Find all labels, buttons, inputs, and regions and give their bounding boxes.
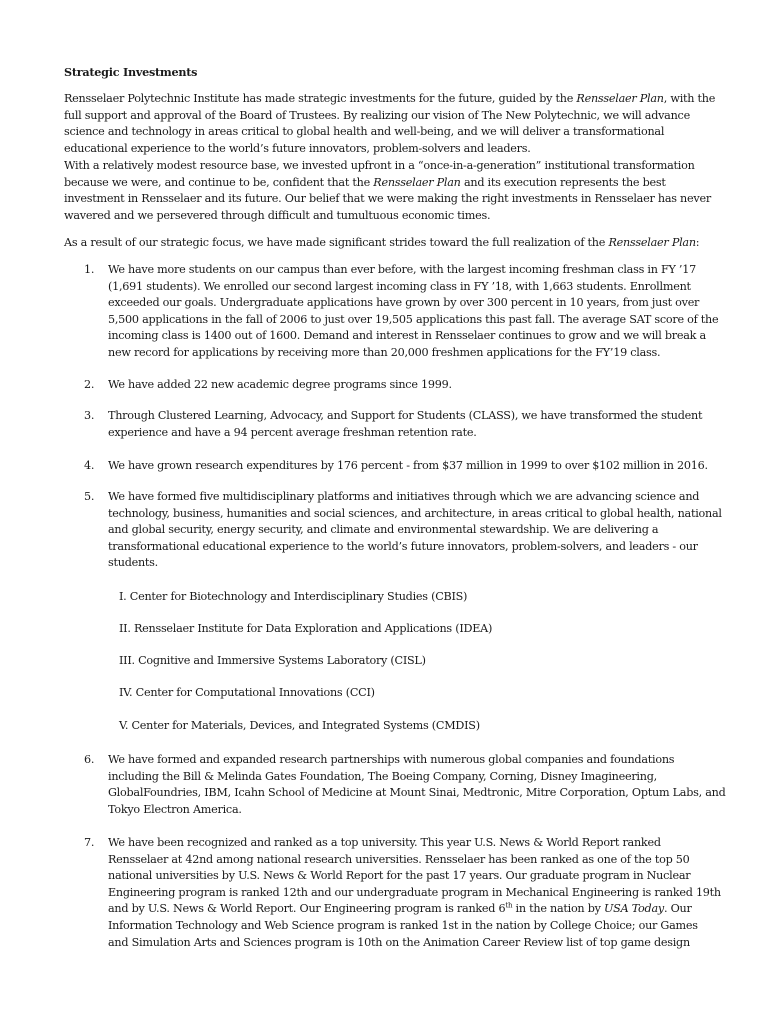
list-item-number: 4. bbox=[84, 459, 95, 472]
list-item-number: 2. bbox=[84, 378, 95, 391]
list-item-number: 5. bbox=[84, 490, 95, 503]
resource-line-1: With a relatively modest resource base, we invested upfront in a “once-in-a-generation” institutional transformation bbox=[64, 159, 695, 172]
platform-item: I. Center for Biotechnology and Interdisciplinary Studies (CBIS) bbox=[119, 590, 468, 603]
platform-item: IV. Center for Computational Innovations (CCI) bbox=[119, 686, 375, 699]
resource-line-2: because we were, and continue to be, confident that the Rensselaer Plan and its execution represents the best bbox=[64, 175, 666, 189]
list-item-number: 7. bbox=[84, 836, 95, 849]
intro-paragraph bbox=[64, 91, 716, 157]
resource-paragraph bbox=[64, 158, 711, 224]
list-item-number: 6. bbox=[84, 753, 95, 766]
result-paragraph: As a result of our strategic focus, we have made significant strides toward the full realization of the Rensselaer Plan: bbox=[64, 236, 700, 249]
list-item: We have formed and expanded research partnerships with numerous global companies and foundations including the Bill & Melinda Gates Foundation, The Boeing Company, Corning, Disney Imagineering, GlobalFoundries, IBM, Icahn School of Medicine at Mount Sinai, Medtronic, Mitre Corporation, Optum Labs, and Tokyo Electron America. bbox=[108, 753, 726, 816]
section-heading: Strategic Investments bbox=[64, 65, 198, 79]
intro-line-1: Rensselaer Polytechnic Institute has made strategic investments for the future, guided by the Rensselaer Plan, with the bbox=[64, 92, 716, 105]
list-item: Through Clustered Learning, Advocacy, and Support for Students (CLASS), we have transformed the student experience and have a 94 percent average freshman retention rate. bbox=[108, 409, 703, 439]
list-item: We have formed five multidisciplinary platforms and initiatives through which we are advancing science and technology, business, humanities and social sciences, and architecture, in areas critical to global health, national and global security, energy security, and climate and environmental stewardship. We are delivering a transformational educational experience to the world’s future innovators, problem-solvers, and leaders - our students. bbox=[108, 490, 722, 570]
list-item: We have more students on our campus than ever before, with the largest incoming freshman class in FY ’17 (1,691 students). We enrolled our second largest incoming class in FY ’18, with 1,663 students. Enrollment exceeded our goals. Undergraduate applications have grown by over 300 percent in 10 years, from just over 5,500 applications in the fall of 2006 to just over 19,505 applications this past fall. The average SAT score of the incoming class is 1400 out of 1600. Demand and interest in Rensselaer continues to grow and we will break a new record for applications by receiving more than 20,000 freshmen applications for the FY’19 class. bbox=[108, 263, 719, 359]
intro-line-4: educational experience to the world’s future innovators, problem-solvers and leaders. bbox=[64, 141, 531, 155]
resource-line-4: wavered and we persevered through difficult and tumultuous economic times. bbox=[64, 208, 491, 222]
list-item: We have added 22 new academic degree programs since 1999. bbox=[108, 378, 452, 391]
list-item-number: 1. bbox=[84, 263, 95, 276]
resource-line-3: investment in Rensselaer and its future. Our belief that we were making the right investments in Rensselaer has never bbox=[64, 192, 711, 206]
intro-line-2: full support and approval of the Board of Trustees. By realizing our vision of The New Polytechnic, we will advance bbox=[64, 108, 690, 122]
platform-item: III. Cognitive and Immersive Systems Laboratory (CISL) bbox=[119, 654, 426, 667]
list-item-number: 3. bbox=[84, 409, 95, 422]
list-item: We have been recognized and ranked as a top university. This year U.S. News & World Report ranked Rensselaer at 42nd among national research universities. Rensselaer has been ranked as one of the top 50 national universities by U.S. News & World Report for the past 17 years. Our graduate program in Nuclear Engineering program is ranked 12th and our undergraduate program in Mechanical Engineering is ranked 19th and by U.S. News & World Report. Our Engineering program is ranked 6th in the nation by USA Today. Our Information Technology and Web Science program is ranked 1st in the nation by College Choice; our Games and Simulation Arts and Sciences program is 10th on the Animation Career Review list of top game design bbox=[108, 836, 721, 949]
list-item: We have grown research expenditures by 176 percent - from $37 million in 1999 to over $102 million in 2016. bbox=[108, 459, 708, 472]
platform-item: V. Center for Materials, Devices, and Integrated Systems (CMDIS) bbox=[119, 719, 480, 732]
intro-line-3: science and technology in areas critical to global health and well-being, and we will deliver a transformational bbox=[64, 125, 665, 139]
platform-item: II. Rensselaer Institute for Data Exploration and Applications (IDEA) bbox=[119, 622, 493, 635]
